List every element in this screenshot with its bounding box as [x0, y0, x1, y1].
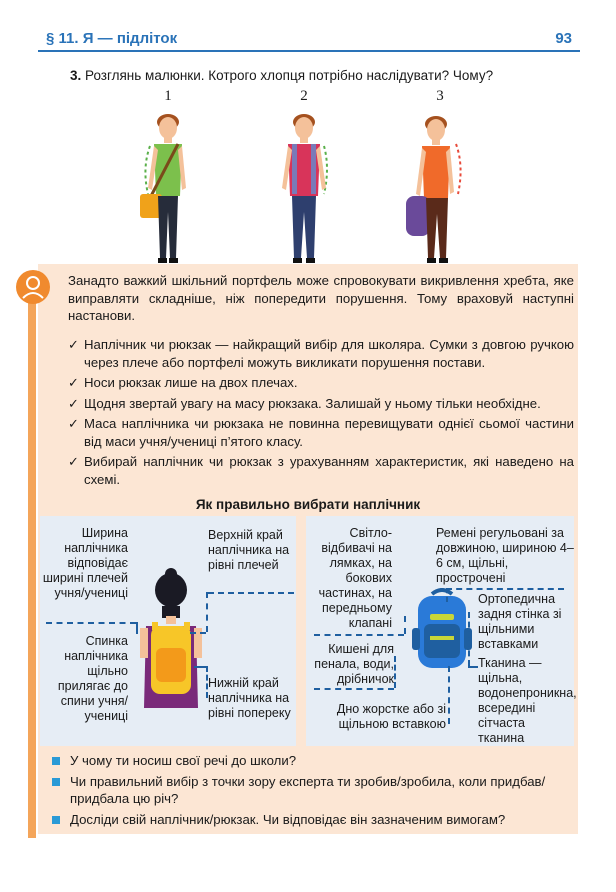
backpack-image [410, 588, 474, 672]
boy-backpack-in-hand-image [390, 108, 490, 268]
list-item: Досліди свій наплічник/рюкзак. Чи відповідає він зазначеним вимогам? [48, 811, 576, 829]
list-item: ✓ Вибирай наплічник чи рюкзак з урахуванням характеристик, які наведено на схемі. [68, 454, 574, 487]
label-fabric: Тканина — щільна, водонепроникна, всередині сітчаста тканина [478, 656, 577, 745]
boy-number: 1 [164, 88, 172, 104]
leader-line [206, 666, 208, 698]
boy-shoulder-bag-image [118, 108, 218, 268]
leader-line [136, 622, 138, 634]
check-icon: ✓ [68, 395, 79, 411]
boy-illustration-2 [254, 88, 354, 268]
bullet-square-icon [52, 757, 60, 765]
list-item: У чому ти носиш свої речі до школи? [48, 752, 576, 770]
label-bottom: Дно жорстке або зі щільною вставкою [336, 702, 446, 731]
panel-side-bar [28, 292, 36, 838]
label-width: Ширина наплічника відповідає ширині плечей учня/учениці [42, 526, 128, 600]
header-rule [38, 50, 580, 52]
leader-line [194, 666, 206, 668]
page-number: 93 [555, 30, 572, 47]
check-icon: ✓ [68, 416, 79, 431]
leader-line [448, 666, 450, 724]
scheme-right-panel [306, 516, 577, 746]
list-item: ✓ Маса наплічника чи рюкзака не повинна перевищувати однієї сьомої частини від маси учня/учениці п’ятого класу. [68, 416, 574, 449]
questions-list [48, 752, 576, 831]
bullet-square-icon [52, 816, 60, 824]
girl-backpack-image [136, 568, 206, 738]
bullet-square-icon [52, 778, 60, 786]
leader-line [446, 588, 564, 590]
list-item: ✓ Щодня звертай увагу на масу рюкзака. Залишай у ньому тільки необхідне. [68, 395, 541, 411]
check-icon: ✓ [68, 337, 79, 352]
label-orthopedic: Ортопедична задня стінка зі щільними вставками [478, 592, 562, 651]
leader-line [208, 592, 294, 594]
label-back: Спинка наплічника щільно прилягає до спини учня/учениці [57, 634, 128, 723]
list-item: ✓ Носи рюкзак лише на двох плечах. [68, 375, 298, 390]
leader-line [446, 588, 448, 602]
boy-number: 3 [436, 88, 444, 104]
scheme-left-panel [40, 516, 296, 746]
label-reflectors: Світло-відбивачі на лямках, на бокових частинах, на передньому клапані [318, 526, 392, 630]
expert-icon [16, 270, 50, 304]
question-3 [70, 68, 493, 83]
intro-paragraph: Занадто важкий шкільний портфель може спровокувати викривлення хребта, яке виправляти складніше, ніж попередити порушення. Тому враховуй наступні настанови. [68, 273, 574, 323]
label-bottom-edge: Нижній край наплічника на рівні попереку [208, 676, 291, 720]
check-icon: ✓ [68, 375, 79, 390]
boy-illustration-3 [390, 88, 490, 268]
boy-number: 2 [300, 88, 308, 104]
boy-backpack-two-straps-image [254, 108, 354, 268]
label-pockets: Кишені для пенала, води, дрібничок [314, 642, 394, 686]
leader-line [46, 622, 136, 624]
checklist [68, 336, 574, 491]
label-top-edge: Верхній край наплічника на рівні плечей [208, 528, 290, 572]
question-text: Розглянь малюнки. Котрого хлопця потрібно наслідувати? Чому? [85, 68, 494, 83]
boy-illustration-1 [118, 88, 218, 268]
question-number: 3. [70, 68, 82, 83]
list-item: ✓ Наплічник чи рюкзак — найкращий вибір для школяра. Сумки з довгою ручкою через плече або портфелі можуть викликати порушення постави. [68, 337, 574, 370]
leader-line [314, 688, 394, 690]
leader-line [404, 616, 406, 634]
list-item: Чи правильний вибір з точки зору експерта ти зробив/зробила, коли придбав/придбала цю річ? [48, 773, 576, 808]
leader-line [468, 612, 470, 666]
leader-line [468, 666, 478, 668]
section-title: § 11. Я — підліток [46, 30, 178, 47]
page-header [38, 30, 580, 52]
label-straps: Ремені регульовані за довжиною, шириною 4–6 см, щільні, прострочені [436, 526, 574, 585]
leader-line [206, 592, 208, 632]
leader-line [394, 656, 396, 688]
scheme-title: Як правильно вибрати наплічник [195, 497, 421, 512]
leader-line [314, 634, 404, 636]
leader-line [190, 632, 206, 634]
check-icon: ✓ [68, 454, 79, 469]
